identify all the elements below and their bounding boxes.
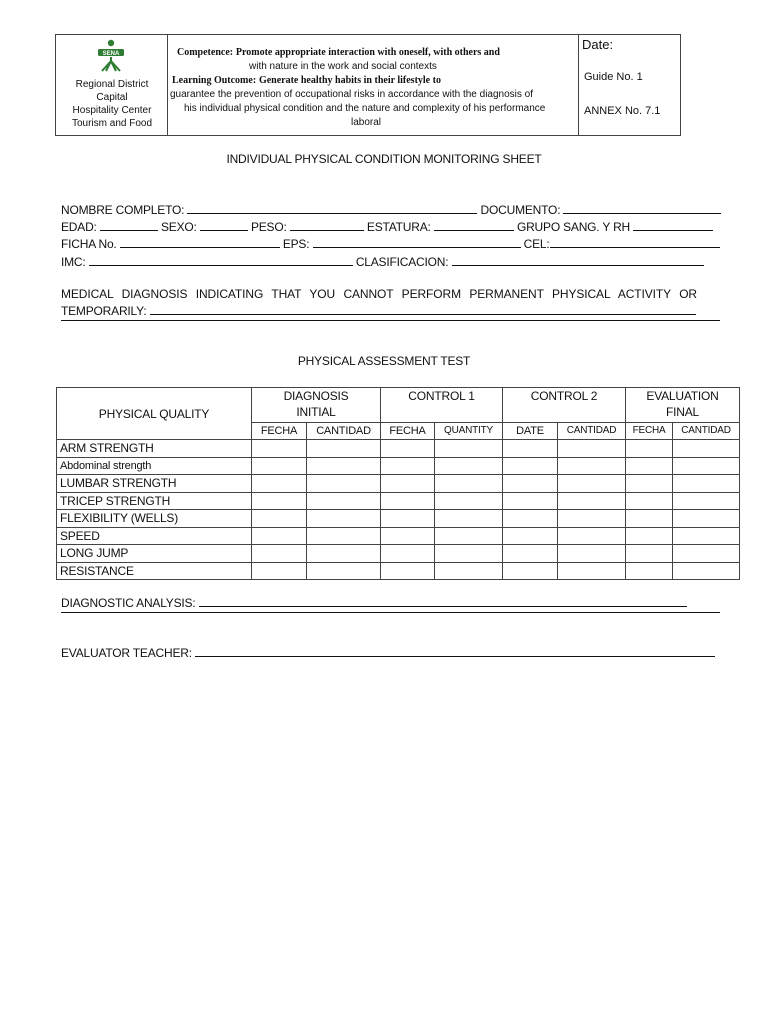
table-row: [57, 492, 740, 510]
quality-label: SPEED: [57, 527, 252, 545]
medical-diagnosis-line-1: MEDICAL DIAGNOSIS INDICATING THAT YOU CANNOT PERFORM PERMANENT PHYSICAL ACTIVITY OR: [61, 287, 697, 301]
grupo-field[interactable]: [633, 220, 713, 231]
table-cell[interactable]: [435, 475, 503, 493]
group-header-diagnosis-l2: INITIAL: [296, 405, 336, 419]
table-cell[interactable]: [673, 510, 740, 528]
table-cell[interactable]: [503, 545, 558, 563]
table-row: [57, 510, 740, 528]
form-row-name: [61, 203, 721, 217]
competence-cont: with nature in the work and social contexts: [249, 61, 437, 72]
subheader-cantidad: CANTIDAD: [673, 423, 740, 440]
table-cell[interactable]: [307, 510, 381, 528]
competence-label: Competence:: [177, 47, 234, 58]
quality-label: Abdominal strength: [57, 457, 252, 475]
table-cell[interactable]: [435, 440, 503, 458]
table-cell[interactable]: [503, 510, 558, 528]
table-cell[interactable]: [503, 475, 558, 493]
group-header-control2: [503, 388, 626, 423]
table-cell[interactable]: [307, 475, 381, 493]
quality-header: PHYSICAL QUALITY: [57, 388, 252, 440]
quality-label: LONG JUMP: [57, 545, 252, 563]
table-row: [57, 475, 740, 493]
medical-diagnosis-field[interactable]: [150, 304, 696, 315]
outcome-cont-1: guarantee the prevention of occupational risks in accordance with the diagnosis of: [170, 89, 534, 100]
header-competence-cell: [168, 35, 579, 135]
form-row-personal: [61, 220, 713, 234]
table-row: [57, 527, 740, 545]
ficha-field[interactable]: [120, 237, 280, 248]
diagnostic-analysis-extra-line[interactable]: [61, 612, 720, 613]
org-line-2: Capital: [96, 92, 128, 103]
guide-number: Guide No. 1: [584, 71, 643, 83]
table-cell[interactable]: [435, 545, 503, 563]
subheader-fecha: FECHA: [252, 423, 307, 440]
sheet-title: INDIVIDUAL PHYSICAL CONDITION MONITORING SHEET: [226, 152, 542, 166]
header-org-cell: [56, 35, 168, 135]
table-cell[interactable]: [626, 527, 673, 545]
assessment-title: PHYSICAL ASSESSMENT TEST: [297, 354, 471, 368]
edad-field[interactable]: [100, 220, 158, 231]
quality-label: ARM STRENGTH: [57, 440, 252, 458]
medical-diagnosis-line-2: TEMPORARILY:: [61, 304, 147, 318]
table-cell[interactable]: [503, 562, 558, 580]
table-cell[interactable]: [558, 527, 626, 545]
table-cell[interactable]: [307, 527, 381, 545]
group-header-evaluation-l2: FINAL: [666, 405, 700, 419]
group-header-evaluation-l1: EVALUATION: [646, 389, 719, 403]
quality-label: TRICEP STRENGTH: [57, 492, 252, 510]
table-cell[interactable]: [381, 510, 435, 528]
group-header-diagnosis: [252, 388, 381, 423]
subheader-date: DATE: [503, 423, 558, 440]
table-cell[interactable]: [558, 510, 626, 528]
outcome-label: Learning Outcome:: [172, 75, 257, 86]
org-name: [56, 78, 168, 130]
table-cell[interactable]: [503, 440, 558, 458]
table-cell[interactable]: [673, 440, 740, 458]
table-cell[interactable]: [252, 492, 307, 510]
evaluator-label: EVALUATOR TEACHER:: [61, 646, 192, 660]
group-header-evaluation: [626, 388, 740, 423]
diagnostic-analysis-label: DIAGNOSTIC ANALYSIS:: [61, 596, 196, 610]
diagnostic-analysis-row: [61, 596, 687, 610]
table-cell[interactable]: [558, 562, 626, 580]
diagnostic-analysis-field[interactable]: [199, 596, 687, 607]
evaluator-row: [61, 646, 715, 660]
form-row-ficha: [61, 237, 720, 251]
table-row: [57, 545, 740, 563]
svg-text:SENA: SENA: [102, 51, 120, 57]
table-cell[interactable]: [558, 440, 626, 458]
org-line-1: Regional District: [75, 79, 149, 90]
estatura-label: ESTATURA:: [366, 220, 431, 234]
table-cell[interactable]: [307, 562, 381, 580]
table-cell[interactable]: [307, 492, 381, 510]
cel-label: CEL:: [523, 237, 550, 251]
table-cell[interactable]: [503, 457, 558, 475]
table-cell[interactable]: [558, 475, 626, 493]
table-cell[interactable]: [626, 562, 673, 580]
table-cell[interactable]: [252, 545, 307, 563]
table-cell[interactable]: [558, 545, 626, 563]
edad-label: EDAD:: [61, 220, 97, 234]
quality-label: RESISTANCE: [57, 562, 252, 580]
table-cell[interactable]: [673, 492, 740, 510]
subheader-quantity: QUANTITY: [435, 423, 503, 440]
sexo-field[interactable]: [200, 220, 248, 231]
table-cell[interactable]: [381, 492, 435, 510]
table-cell[interactable]: [558, 492, 626, 510]
date-label: Date:: [582, 37, 614, 52]
eps-label: EPS:: [282, 237, 310, 251]
table-cell[interactable]: [503, 492, 558, 510]
table-cell[interactable]: [252, 475, 307, 493]
table-cell[interactable]: [435, 527, 503, 545]
subheader-cantidad: CANTIDAD: [307, 423, 381, 440]
sena-logo-icon: [96, 39, 126, 73]
peso-label: PESO:: [250, 220, 287, 234]
subheader-fecha: FECHA: [381, 423, 435, 440]
table-cell[interactable]: [307, 545, 381, 563]
table-cell[interactable]: [252, 457, 307, 475]
outcome-cont-3: laboral: [351, 117, 382, 128]
table-cell[interactable]: [626, 492, 673, 510]
table-cell[interactable]: [673, 457, 740, 475]
nombre-field[interactable]: [187, 203, 477, 214]
clasificacion-field[interactable]: [452, 255, 704, 266]
table-cell[interactable]: [307, 440, 381, 458]
medical-diagnosis-extra-line[interactable]: [61, 320, 720, 321]
group-header-control1-l1: CONTROL 1: [408, 389, 475, 403]
cel-field[interactable]: [550, 237, 720, 248]
clasificacion-label: CLASIFICACION:: [355, 255, 449, 269]
table-cell[interactable]: [626, 545, 673, 563]
table-cell[interactable]: [626, 510, 673, 528]
ficha-label: FICHA No.: [61, 237, 117, 251]
medical-diagnosis-row-2: [61, 304, 696, 318]
org-line-4: Tourism and Food: [71, 118, 153, 129]
table-row: [57, 457, 740, 475]
form-row-imc: [61, 255, 704, 269]
table-cell[interactable]: [252, 527, 307, 545]
physical-assessment-table: [56, 387, 740, 580]
table-cell[interactable]: [503, 527, 558, 545]
table-cell[interactable]: [381, 475, 435, 493]
table-cell[interactable]: [673, 475, 740, 493]
table-cell[interactable]: [381, 440, 435, 458]
table-cell[interactable]: [673, 562, 740, 580]
eps-field[interactable]: [313, 237, 521, 248]
estatura-field[interactable]: [434, 220, 514, 231]
table-cell[interactable]: [626, 475, 673, 493]
subheader-fecha: FECHA: [626, 423, 673, 440]
evaluator-field[interactable]: [195, 646, 715, 657]
table-cell[interactable]: [381, 527, 435, 545]
table-cell[interactable]: [626, 457, 673, 475]
imc-label: IMC:: [61, 255, 86, 269]
quality-label: FLEXIBILITY (WELLS): [57, 510, 252, 528]
table-cell[interactable]: [626, 440, 673, 458]
table-cell[interactable]: [435, 510, 503, 528]
table-cell[interactable]: [381, 562, 435, 580]
peso-field[interactable]: [290, 220, 364, 231]
competence-text: Promote appropriate interaction with oneself, with others and: [235, 47, 500, 58]
table-cell[interactable]: [673, 545, 740, 563]
org-line-3: Hospitality Center: [72, 105, 152, 116]
group-header-control2-l1: CONTROL 2: [530, 389, 598, 403]
grupo-label: GRUPO SANG. Y RH: [516, 220, 631, 234]
table-cell[interactable]: [307, 457, 381, 475]
table-cell[interactable]: [673, 527, 740, 545]
imc-field[interactable]: [89, 255, 353, 266]
nombre-label: NOMBRE COMPLETO:: [61, 203, 185, 217]
table-cell[interactable]: [558, 457, 626, 475]
table-row: [57, 440, 740, 458]
table-cell[interactable]: [252, 440, 307, 458]
outcome-cont-2: his individual physical condition and the nature and complexity of his performance: [184, 103, 546, 114]
document-header: [55, 34, 681, 136]
outcome-text: Generate healthy habits in their lifestyle to: [258, 75, 441, 86]
group-header-control1: [381, 388, 503, 423]
table-cell[interactable]: [381, 457, 435, 475]
documento-label: DOCUMENTO:: [480, 203, 561, 217]
table-cell[interactable]: [252, 510, 307, 528]
table-cell[interactable]: [435, 562, 503, 580]
annex-number: ANNEX No. 7.1: [584, 105, 661, 117]
table-cell[interactable]: [252, 562, 307, 580]
subheader-cantidad: CANTIDAD: [558, 423, 626, 440]
table-row: [57, 562, 740, 580]
table-cell[interactable]: [381, 545, 435, 563]
documento-field[interactable]: [563, 203, 721, 214]
header-meta-cell: [579, 35, 680, 135]
quality-label: LUMBAR STRENGTH: [57, 475, 252, 493]
sexo-label: SEXO:: [160, 220, 197, 234]
table-cell[interactable]: [435, 457, 503, 475]
group-header-diagnosis-l1: DIAGNOSIS: [283, 389, 349, 403]
table-cell[interactable]: [435, 492, 503, 510]
